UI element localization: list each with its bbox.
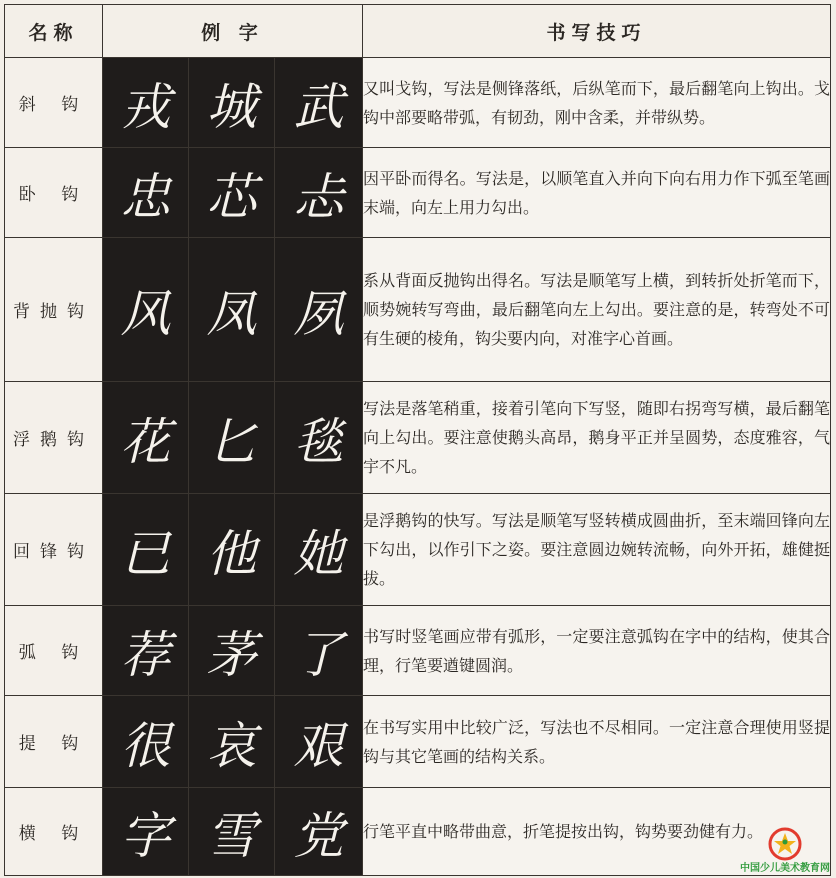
stroke-name: 提 钩 <box>5 696 103 788</box>
stroke-name: 横 钩 <box>5 788 103 876</box>
example-char: 雪 <box>189 788 275 876</box>
example-char: 武 <box>275 58 363 148</box>
table-row <box>5 696 831 788</box>
example-char: 毯 <box>275 382 363 494</box>
writing-tip: 又叫戈钩，写法是侧锋落纸，后纵笔而下，最后翻笔向上钩出。戈钩中部要略带弧，有韧劲，刚中含柔，并带纵势。 <box>363 58 831 148</box>
stroke-name: 斜 钩 <box>5 58 103 148</box>
example-char: 城 <box>189 58 275 148</box>
example-char: 凤 <box>189 238 275 382</box>
example-char: 忠 <box>103 148 189 238</box>
writing-tip: 系从背面反抛钩出得名。写法是顺笔写上横，到转折处折笔而下，顺势婉转写弯曲，最后翻笔向左上勾出。要注意的是，转弯处不可有生硬的棱角，钩尖要内向，对准字心首画。 <box>363 238 831 382</box>
header-name: 名称 <box>5 5 103 58</box>
header-tips: 书写技巧 <box>363 5 831 58</box>
example-char: 很 <box>103 696 189 788</box>
stroke-name: 背抛钩 <box>5 238 103 382</box>
table-row <box>5 382 831 494</box>
example-char: 荐 <box>103 606 189 696</box>
writing-tip: 写法是落笔稍重，接着引笔向下写竖，随即右拐弯写横，最后翻笔向上勾出。要注意使鹅头高昂，鹅身平正并呈圆势，态度雅容，气宇不凡。 <box>363 382 831 494</box>
table-row <box>5 494 831 606</box>
writing-tip: 在书写实用中比较广泛，写法也不尽相同。一定注意合理使用竖提钩与其它笔画的结构关系。 <box>363 696 831 788</box>
example-char: 忐 <box>275 148 363 238</box>
writing-tip: 是浮鹅钩的快写。写法是顺笔写竖转横成圆曲折，至末端回锋向左下勾出，以作引下之姿。要注意圆边婉转流畅，向外开拓，雄健挺拔。 <box>363 494 831 606</box>
example-char: 风 <box>103 238 189 382</box>
table-row <box>5 238 831 382</box>
writing-tip: 因平卧而得名。写法是，以顺笔直入并向下向右用力作下弧至笔画末端，向左上用力勾出。 <box>363 148 831 238</box>
table-row <box>5 788 831 876</box>
table-row <box>5 58 831 148</box>
writing-tip: 书写时竖笔画应带有弧形，一定要注意弧钩在字中的结构，使其合理，行笔要遒键圆润。 <box>363 606 831 696</box>
example-char: 字 <box>103 788 189 876</box>
watermark-text: 中国少儿美术教育网 <box>740 863 830 874</box>
example-char: 花 <box>103 382 189 494</box>
example-char: 夙 <box>275 238 363 382</box>
example-char: 芯 <box>189 148 275 238</box>
stroke-name: 回锋钩 <box>5 494 103 606</box>
hook-strokes-table <box>4 4 831 876</box>
table-row <box>5 606 831 696</box>
star-figure-logo-icon <box>768 827 802 861</box>
example-char: 匕 <box>189 382 275 494</box>
writing-tip: 行笔平直中略带曲意，折笔提按出钩，钩势要劲健有力。 <box>363 788 831 876</box>
header-examples: 例 字 <box>103 5 363 58</box>
example-char: 哀 <box>189 696 275 788</box>
table-row <box>5 148 831 238</box>
example-char: 艰 <box>275 696 363 788</box>
example-char: 她 <box>275 494 363 606</box>
stroke-name: 浮鹅钩 <box>5 382 103 494</box>
example-char: 戎 <box>103 58 189 148</box>
example-char: 了 <box>275 606 363 696</box>
example-char: 他 <box>189 494 275 606</box>
stroke-name: 卧 钩 <box>5 148 103 238</box>
header-row <box>5 5 831 58</box>
example-char: 党 <box>275 788 363 876</box>
site-watermark <box>740 827 830 874</box>
example-char: 已 <box>103 494 189 606</box>
example-char: 茅 <box>189 606 275 696</box>
stroke-name: 弧 钩 <box>5 606 103 696</box>
